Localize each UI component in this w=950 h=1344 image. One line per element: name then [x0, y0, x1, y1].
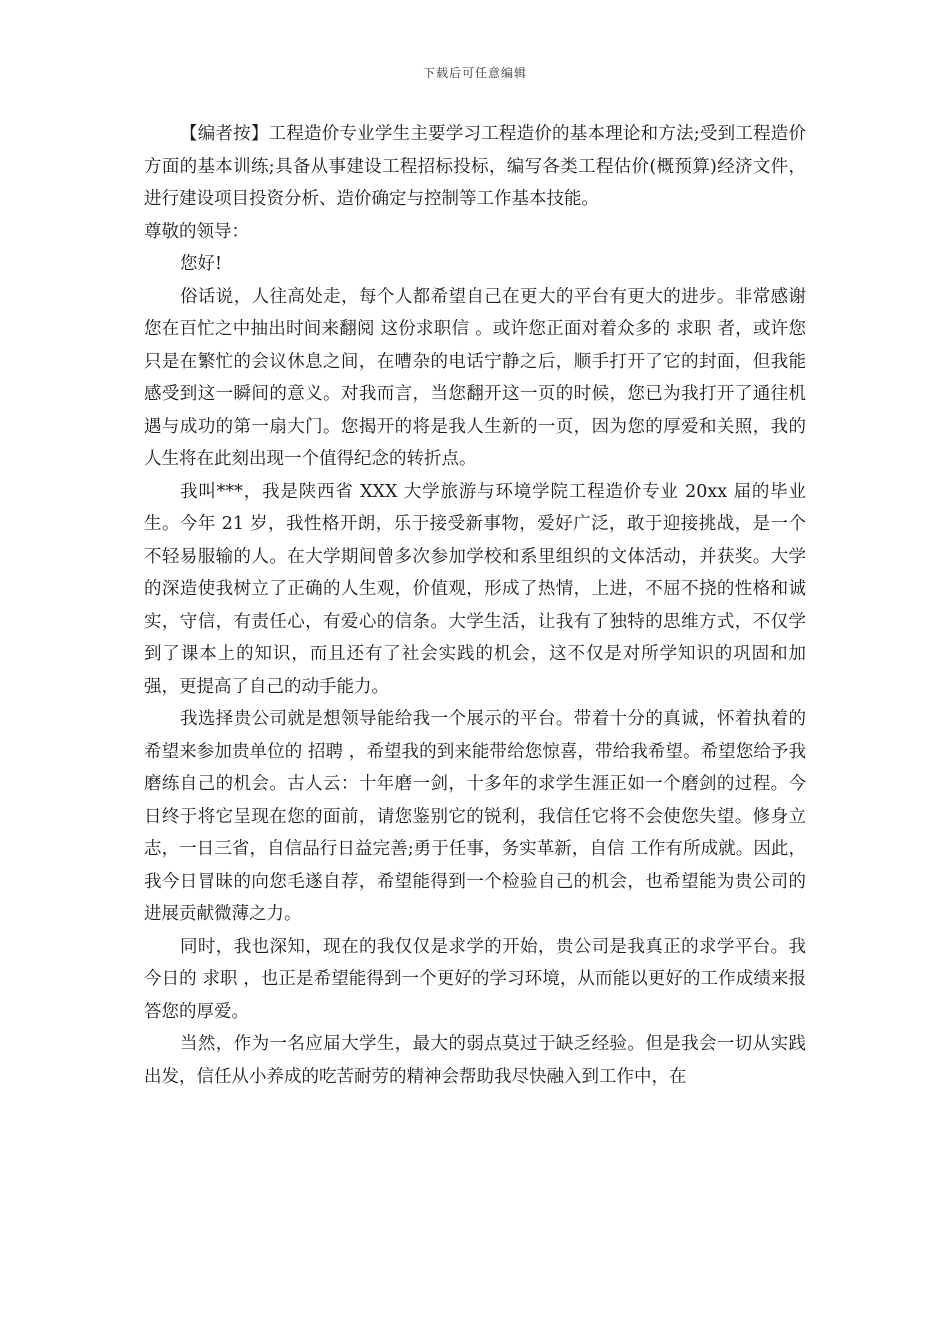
intro-paragraph: 俗话说，人往高处走，每个人都希望自己在更大的平台有更大的进步。非常感谢您在百忙之中抽出时间来翻阅 这份求职信 。或许您正面对着众多的 求职 者，或许您只是在繁忙的会议休息之间，在嘈杂的电话宁静之后，顺手打开了它的封面，但我能感受到这一瞬间的意义。对我而言，当您翻开这一页的时候，您已为我打开了通往机遇与成功的第一扇大门。您揭开的将是我人生新的一页，因为您的厚爱和关照，我的人生将在此刻出现一个值得纪念的转折点。 — [144, 286, 806, 469]
page-header: 下载后可任意编辑 — [422, 66, 527, 80]
motivation-paragraph: 我选择贵公司就是想领导能给我一个展示的平台。带着十分的真诚，怀着执着的希望来参加贵单位的 招聘 ，希望我的到来能带给您惊喜，带给我希望。希望您给予我磨练自己的机会。古人云：十年磨一剑，十多年的求学生涯正如一个磨剑的过程。今日终于将它呈现在您的面前，请您鉴别它的锐利，我信任它将不会使您失望。修身立志，一日三省，自信品行日益完善;勇于任事，务实革新，自信 工作有所成就。因此，我今日冒昧的向您毛遂自荐，希望能得到一个检验自己的机会，也希望能为贵公司的进展贡献微薄之力。 — [144, 709, 806, 924]
self-introduction-paragraph: 我叫***，我是陕西省 XXX 大学旅游与环境学院工程造价专业 20xx 届的毕业生。今年 21 岁，我性格开朗，乐于接受新事物，爱好广泛，敢于迎接挑战，是一个不轻易服输的人。在大学期间曾多次参加学校和系里组织的文体活动，并获奖。大学的深造使我树立了正确的人生观，价值观，形成了热情，上进，不屈不挠的性格和诚实，守信，有责任心，有爱心的信条。大学生活，让我有了独特的思维方式，不仅学到了课本上的知识，而且还有了社会实践的机会，这不仅是对所学知识的巩固和加强，更提高了自己的动手能力。 — [144, 481, 806, 697]
editor-note-paragraph: 【编者按】工程造价专业学生主要学习工程造价的基本理论和方法;受到工程造价方面的基本训练;具备从事建设工程招标投标，编写各类工程估价(概预算)经济文件，进行建设项目投资分析、造价确定与控制等工作基本技能。 — [144, 124, 806, 209]
greeting: 您好! — [180, 254, 223, 274]
salutation: 尊敬的领导： — [144, 221, 249, 242]
learning-paragraph: 同时，我也深知，现在的我仅仅是求学的开始，贵公司是我真正的求学平台。我今日的 求职 ，也正是希望能得到一个更好的学习环境，从而能以更好的工作成绩来报答您的厚爱。 — [144, 936, 806, 1022]
letter-body — [144, 118, 806, 1093]
closing-paragraph: 当然，作为一名应届大学生，最大的弱点莫过于缺乏经验。但是我会一切从实践出发，信任从小养成的吃苦耐劳的精神会帮助我尽快融入到工作中，在 — [144, 1034, 806, 1087]
